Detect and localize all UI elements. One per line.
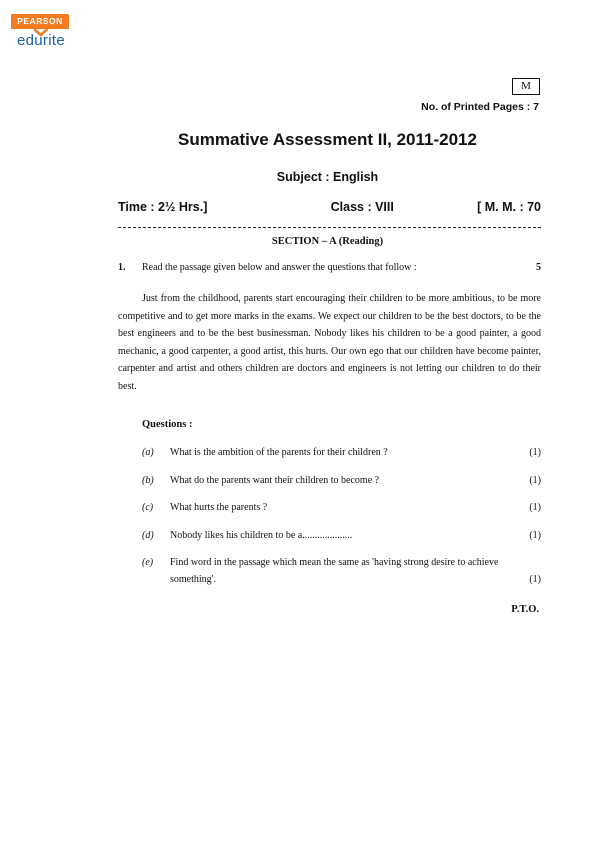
question-number: 1. — [118, 262, 126, 273]
page-title: Summative Assessment II, 2011-2012 — [178, 130, 477, 149]
sub-question-marks: (1) — [529, 530, 541, 541]
section-heading: SECTION – A (Reading) — [271, 236, 384, 247]
sub-question-marks: (1) — [529, 447, 541, 458]
checkmark-icon — [33, 23, 53, 37]
sub-question-marks: (1) — [529, 574, 541, 585]
class-label: Class : VIII — [330, 200, 394, 214]
sub-question-line2 — [170, 574, 541, 585]
sub-question-text: What hurts the parents ? — [170, 502, 268, 513]
sub-question-c — [142, 502, 541, 513]
pearson-edurite-logo — [11, 14, 73, 49]
header-divider — [118, 227, 541, 228]
sub-question-text-line2: something'. — [170, 574, 216, 585]
sub-question-text: What do the parents want their children to become ? — [170, 475, 380, 486]
question-1 — [118, 262, 541, 273]
time-label: Time : 2½ Hrs.] — [118, 200, 208, 214]
sub-question-body — [170, 557, 541, 585]
sub-question-label: (a) — [142, 447, 154, 458]
sub-question-d — [142, 530, 541, 541]
max-marks-label: [ M. M. : 70 — [477, 200, 541, 214]
printed-pages: No. of Printed Pages : 7 — [421, 101, 539, 113]
sub-question-label: (b) — [142, 475, 154, 486]
reading-passage: Just from the childhood, parents start encouraging their children to be more ambitious, to be more competitive and to get more marks in the exams. We expect our children to be the best doctors, to be the best engineers and to be the best businessman. Nobody likes his children to be a good painter, a good mechanic, a good carpenter, a good artist, this hurts. Our own ego that our children have become painter, carpenter and artist and others children are doctors and engineers is not letting our children to do their best. — [118, 293, 541, 392]
sub-question-text: Nobody likes his children to be a.................... — [170, 530, 353, 541]
paper-code-box: M — [512, 78, 540, 95]
question-text: Read the passage given below and answer the questions that follow : — [142, 262, 417, 273]
sub-question-label: (e) — [142, 557, 154, 568]
edurite-wordmark — [17, 32, 79, 49]
questions-heading: Questions : — [142, 419, 193, 430]
sub-question-label: (d) — [142, 530, 154, 541]
sub-question-text-line1: Find word in the passage which mean the same as 'having strong desire to achieve — [170, 557, 499, 568]
edurite-text: edurite — [17, 32, 65, 49]
pto-label: P.T.O. — [511, 604, 539, 615]
sub-question-marks: (1) — [529, 502, 541, 513]
sub-question-e — [142, 557, 541, 585]
sub-question-b — [142, 475, 541, 486]
sub-question-a — [142, 447, 541, 458]
sub-question-marks: (1) — [529, 475, 541, 486]
subject-line: Subject : English — [276, 170, 379, 184]
sub-question-label: (c) — [142, 502, 154, 513]
question-marks: 5 — [536, 262, 541, 273]
pearson-badge: PEARSON — [11, 14, 69, 29]
exam-meta-row — [118, 200, 541, 214]
sub-question-text: What is the ambition of the parents for their children ? — [170, 447, 388, 458]
